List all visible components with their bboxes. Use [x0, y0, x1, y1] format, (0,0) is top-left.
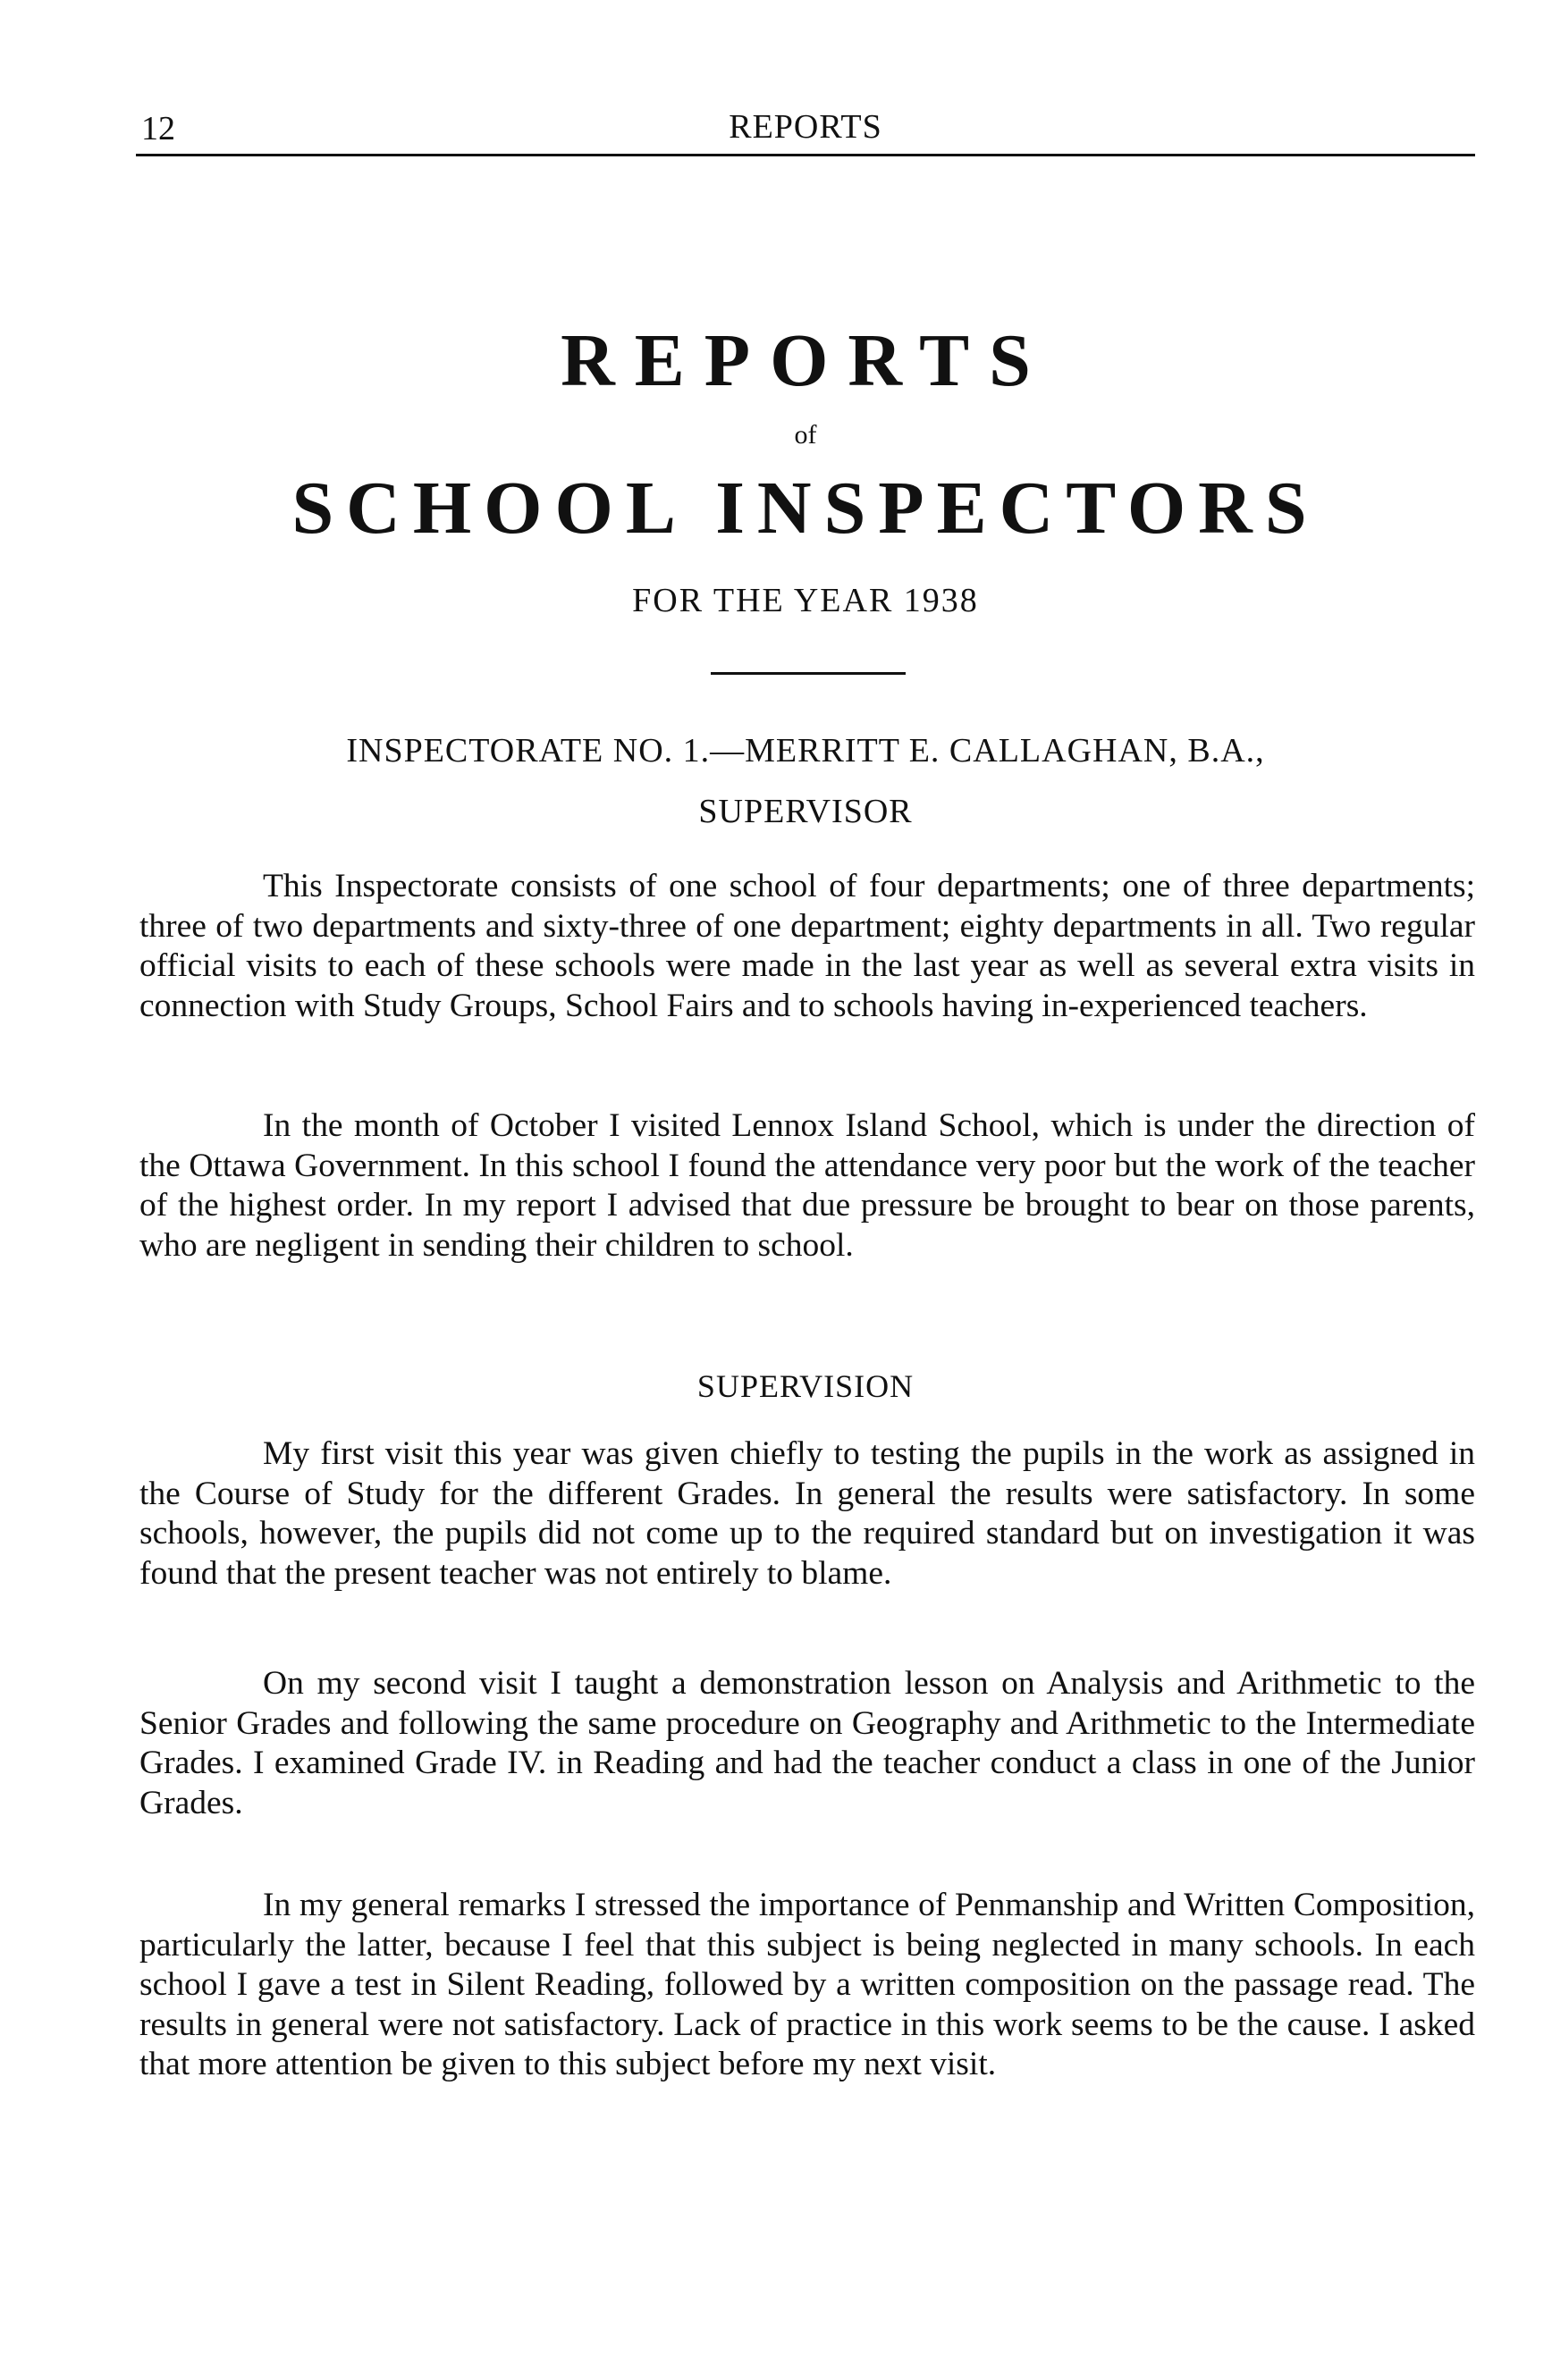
title-divider: [711, 672, 906, 675]
inspectorate-heading: INSPECTORATE NO. 1.—MERRITT E. CALLAGHAN, B.A.,: [346, 732, 1265, 770]
paragraph: On my second visit I taught a demonstration lesson on Analysis and Arithmetic to the Senior Grades and following the same procedure on Geography and Arithmetic to the Intermediate Grades. I examined Grade IV. in Reading and had the teacher conduct a class in one of the Junior Grades.: [139, 1665, 1475, 1821]
running-title: REPORTS: [729, 108, 882, 146]
running-header: [136, 100, 1475, 156]
paragraph: In my general remarks I stressed the importance of Penmanship and Written Composition, particularly the latter, because I feel that this subject is being neglected in many schools. In each school I gave a test in Silent Reading, followed by a written composition on the passage read. The results in general were not satisfactory. Lack of practice in this work seems to be the cause. I asked that more attention be given to this subject before my next visit.: [139, 1887, 1475, 2083]
paragraph: This Inspectorate consists of one school of four departments; one of three departments; three of two departments and sixty-three of one department; eighty departments in all. Two regular official visits to each of these schools were made in the last year as well as several extra visits in connection with Study Groups, School Fairs and to schools having in-experienced teachers.: [139, 868, 1475, 1024]
section-heading-supervision: SUPERVISION: [696, 1368, 915, 1404]
page-number: 12: [141, 110, 175, 147]
report-year: FOR THE YEAR 1938: [632, 582, 979, 619]
title-connector: of: [794, 420, 817, 450]
report-subtitle: SCHOOL INSPECTORS: [291, 467, 1320, 550]
report-title: REPORTS: [561, 319, 1050, 402]
paragraph: In the month of October I visited Lennox Island School, which is under the direction of the Ottawa Government. In this school I found the attendance very poor but the work of the teacher of the highest order. In my report I advised that due pressure be brought to bear on those parents, who are negligent in sending their children to school.: [139, 1107, 1475, 1264]
inspectorate-role: SUPERVISOR: [698, 793, 913, 830]
paragraph: My first visit this year was given chiefly to testing the pupils in the work as assigned in the Course of Study for the different Grades. In general the results were satisfactory. In some schools, however, the pupils did not come up to the required standard but on investigation it was found that the present teacher was not entirely to blame.: [139, 1435, 1475, 1592]
